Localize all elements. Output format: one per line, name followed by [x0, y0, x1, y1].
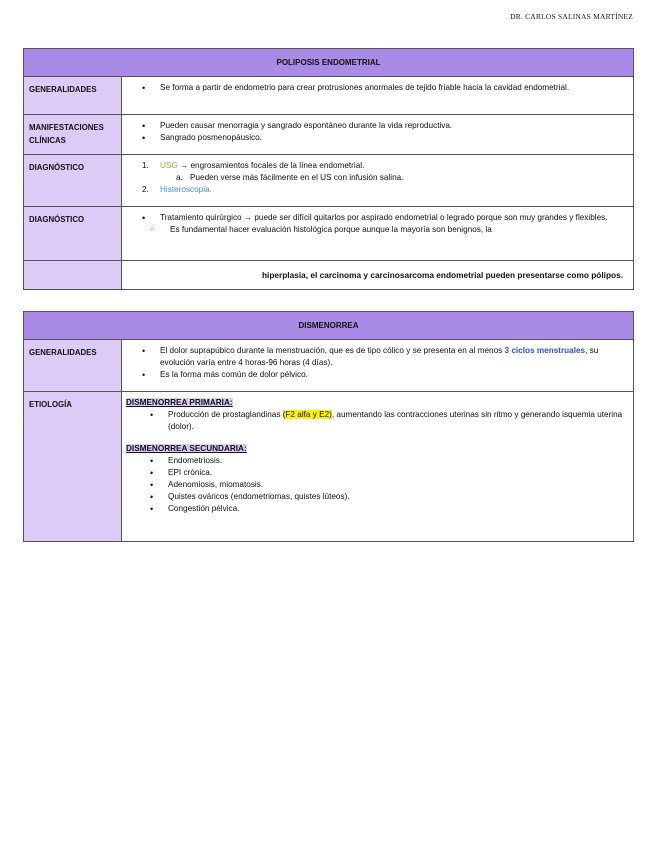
list-item: • El dolor suprapúbico durante la menstruación, que es de tipo cólico y se presenta en al menos 3 ciclos menstruales, su evolución varía entre 4 horas-96 horas (4 días). — [160, 345, 627, 369]
highlight-prostaglandinas: (F2 alfa y E2) — [282, 410, 332, 419]
row-content-tratamiento — [122, 207, 634, 261]
list-item: • Endometriosis. — [168, 455, 627, 467]
list-item: • Es la forma más común de dolor pélvico. — [160, 369, 627, 381]
row-label-generalidades: GENERALIDADES — [24, 340, 122, 392]
row-label-manifestaciones: MANIFESTACIONES CLÍNICAS — [24, 115, 122, 155]
list-item: • Pueden causar menorragia y sangrado espontáneo durante la vida reproductiva. — [160, 120, 627, 132]
author-header: DR. CARLOS SALINAS MARTÍNEZ — [510, 12, 633, 21]
row-content-diagnostico — [122, 155, 634, 207]
list-item: • Sangrado posmenopáusico. — [160, 132, 627, 144]
dismenorrea-table — [23, 311, 634, 542]
subheading-primaria: DISMENORREA PRIMARIA: — [126, 398, 233, 407]
list-item: a. Pueden verse más fácilmente en el US con infusión salina. — [176, 173, 404, 182]
list-item: • Congestión pélvica. — [168, 503, 627, 515]
list-item: • Se forma a partir de endometrio para crear protrusiones anormales de tejido friable hacia la cavidad endometrial. — [160, 82, 627, 94]
row-content-generalidades — [122, 340, 634, 392]
list-item: 1. USG → engrosamientos focales de la línea endometrial. a. Pueden verse más fácilmente en el US con infusión salina. — [160, 160, 627, 184]
list-item: • Quistes ováricos (endometriomas, quistes lúteos). — [168, 491, 627, 503]
list-item: • Adenomiosis, miomatosis. — [168, 479, 627, 491]
histeroscopia-term: Histeroscopia. — [160, 185, 212, 194]
row-label-etiologia: ETIOLOGÍA — [24, 392, 122, 542]
poliposis-table — [23, 48, 634, 290]
list-item: • Tratamiento quirúrgico → puede ser difícil quitarlos por aspirado endometrial o legrado porque son muy grandes y flexibles. — [160, 212, 627, 224]
highlight-ciclos: 3 ciclos menstruales — [504, 346, 586, 355]
row-content-generalidades — [122, 77, 634, 115]
usg-term: USG — [160, 161, 178, 170]
list-item: • EPI crónica. — [168, 467, 627, 479]
row-content-manifestaciones — [122, 115, 634, 155]
list-item: 2. Histeroscopia. — [142, 185, 212, 194]
row-label-generalidades: GENERALIDADES — [24, 77, 122, 115]
row-label-empty — [24, 261, 122, 290]
table-title: POLIPOSIS ENDOMETRIAL — [24, 49, 634, 77]
list-item: ○ Es fundamental hacer evaluación histológica porque aunque la mayoría son benignos, la — [170, 224, 627, 236]
row-content-etiologia — [122, 392, 634, 542]
list-item: • Producción de prostaglandinas (F2 alfa y E2), aumentando las contracciones uterinas sin ritmo y generando isquemia uterina (dolor). — [168, 409, 627, 433]
subheading-secundaria: DISMENORREA SECUNDARIA: — [126, 444, 247, 453]
row-label-diagnostico: DIAGNÓSTICO — [24, 155, 122, 207]
table-title: DISMENORREA — [24, 312, 634, 340]
row-label-diagnostico-2: DIAGNÓSTICO — [24, 207, 122, 261]
row-content-continuation: hiperplasia, el carcinoma y carcinosarcoma endometrial pueden presentarse como pólipos. — [122, 261, 634, 290]
